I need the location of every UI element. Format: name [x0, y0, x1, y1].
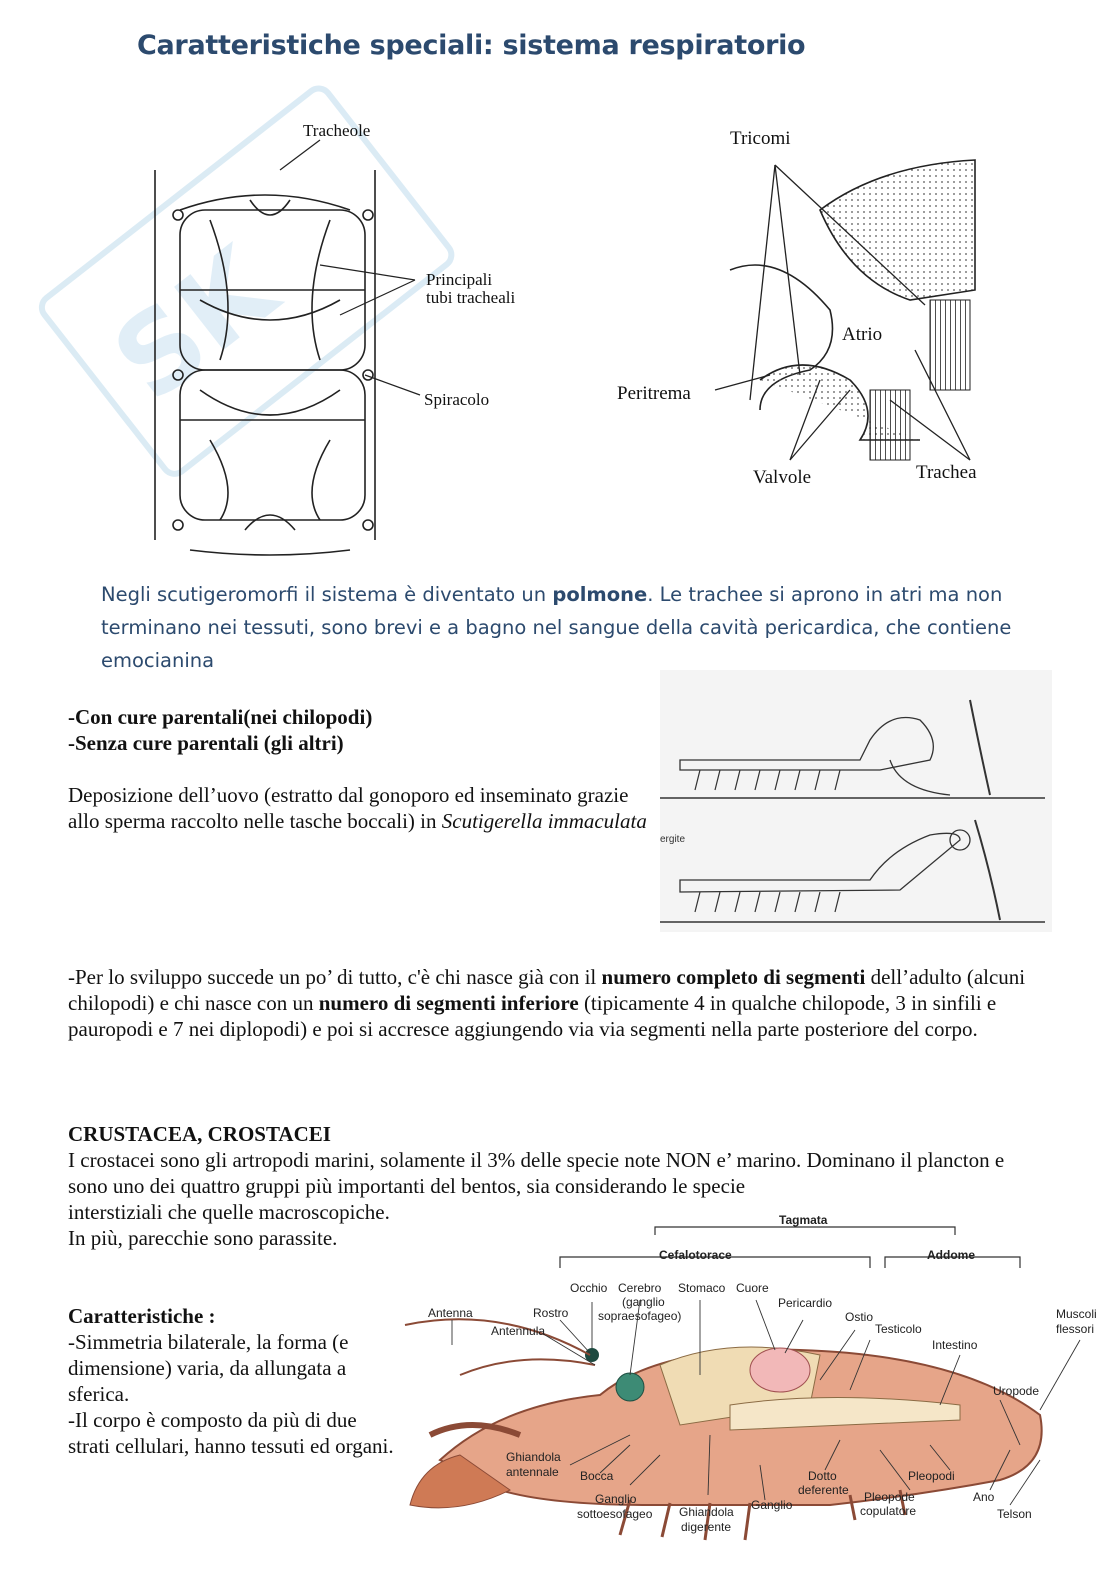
label-tracheole: Tracheole — [303, 121, 371, 140]
label-pericardio: Pericardio — [778, 1296, 833, 1310]
label-ganglio: Ganglio — [751, 1498, 793, 1512]
slide-title: Caratteristiche speciali: sistema respiratorio — [137, 30, 806, 61]
tracheal-system-figure — [150, 140, 390, 560]
characteristic-2: -Il corpo è composto da più di due strati cellulari, hanno tessuti ed organi. — [68, 1408, 394, 1458]
label-valvole: Valvole — [753, 467, 812, 488]
label-cerebro-2: (ganglio — [622, 1295, 665, 1309]
slide-paragraph: Negli scutigeromorfi il sistema è diventato un polmone. Le trachee si aprono in atri ma non terminano nei tessuti, sono brevi e a bagno nel sangue della cavità pericardica, che contiene emocianina — [101, 583, 1012, 672]
label-ganglio-sottoesofageo: Ganglio — [595, 1492, 637, 1506]
label-ghiandola-digerente: Ghiandola — [679, 1505, 734, 1519]
label-cefalotorace: Cefalotorace — [659, 1248, 732, 1262]
label-ostio: Ostio — [845, 1310, 874, 1324]
development-paragraph: -Per lo sviluppo succede un po’ di tutto, c'è chi nasce già con il numero completo di segmenti dell’adulto (alcuni chilopodi) e chi nasce con un numero di segmenti inferiore (tipicamente 4 in qualche chilopode, 3 in sinfili e pauropodi e 7 nei diplopodi) e poi si accresce aggiungendo via via segmenti nella parte posteriore del corpo. — [68, 965, 1026, 1041]
label-antenna: Antenna — [428, 1306, 473, 1320]
label-digerente: digerente — [681, 1520, 732, 1534]
label-pleopode-copulatore: Pleopode — [864, 1490, 915, 1504]
label-tricomi: Tricomi — [730, 128, 791, 149]
label-rostro: Rostro — [533, 1306, 569, 1320]
label-bocca: Bocca — [580, 1469, 614, 1483]
label-pleopodi: Pleopodi — [908, 1469, 955, 1483]
label-cuore: Cuore — [736, 1281, 769, 1295]
label-tubi-tracheali: tubi tracheali — [426, 288, 516, 307]
label-intestino: Intestino — [932, 1338, 978, 1352]
characteristic-1: -Simmetria bilaterale, la forma (e dimensione) varia, da allungata a sferica. — [68, 1330, 349, 1406]
label-addome: Addome — [927, 1248, 975, 1262]
label-antennula: Antennula — [491, 1324, 546, 1338]
label-dotto: Dotto — [808, 1469, 837, 1483]
deposit-paragraph: Deposizione dell’uovo (estratto dal gonoporo ed inseminato grazie allo sperma raccolto nelle tasche boccali) in Scutigerella immaculata — [68, 783, 647, 833]
crustacea-intro-top: I crostacei sono gli artropodi marini, solamente il 3% delle specie note NON e’ marino. Dominano il plancton e sono uno dei quattro gruppi più importanti del bentos, sia considerando le specie — [68, 1148, 1005, 1198]
label-ano: Ano — [973, 1490, 995, 1504]
label-peritrema: Peritrema — [617, 383, 691, 404]
figure-label-ergite: ergite — [660, 834, 686, 845]
scutigerella-figure — [660, 670, 1052, 932]
label-deferente: deferente — [798, 1483, 849, 1497]
label-ghiandola-antennale: Ghiandola — [506, 1450, 561, 1464]
characteristics-heading: Caratteristiche : — [68, 1304, 216, 1328]
label-trachea: Trachea — [916, 462, 977, 483]
label-tagmata: Tagmata — [779, 1213, 828, 1227]
label-flessori: flessori — [1056, 1322, 1095, 1336]
care-line-1: -Con cure parentali(nei chilopodi) — [68, 705, 373, 729]
label-cerebro-3: sopraesofageo) — [598, 1309, 682, 1323]
label-spiracolo: Spiracolo — [424, 390, 490, 409]
label-cerebro: Cerebro — [618, 1281, 662, 1295]
label-telson: Telson — [997, 1507, 1032, 1521]
label-sottoesofageo: sottoesofageo — [577, 1507, 653, 1521]
label-uropode: Uropode — [993, 1384, 1040, 1398]
label-copulatore: copulatore — [860, 1504, 917, 1518]
care-line-2: -Senza cure parentali (gli altri) — [68, 731, 344, 755]
label-atrio: Atrio — [842, 324, 883, 345]
label-principali: Principali — [426, 270, 493, 289]
label-stomaco: Stomaco — [678, 1281, 726, 1295]
label-muscoli: Muscoli — [1056, 1307, 1097, 1321]
label-occhio: Occhio — [570, 1281, 608, 1295]
label-testicolo: Testicolo — [875, 1322, 922, 1336]
svg-text:SK: SK — [90, 223, 299, 426]
crustacea-intro-rest: interstiziali che quelle macroscopiche. In più, parecchie sono parassite. — [68, 1200, 390, 1250]
label-antennale: antennale — [506, 1465, 559, 1479]
crustacea-heading: CRUSTACEA, CROSTACEI — [68, 1122, 331, 1146]
spiracle-figure — [700, 150, 980, 480]
